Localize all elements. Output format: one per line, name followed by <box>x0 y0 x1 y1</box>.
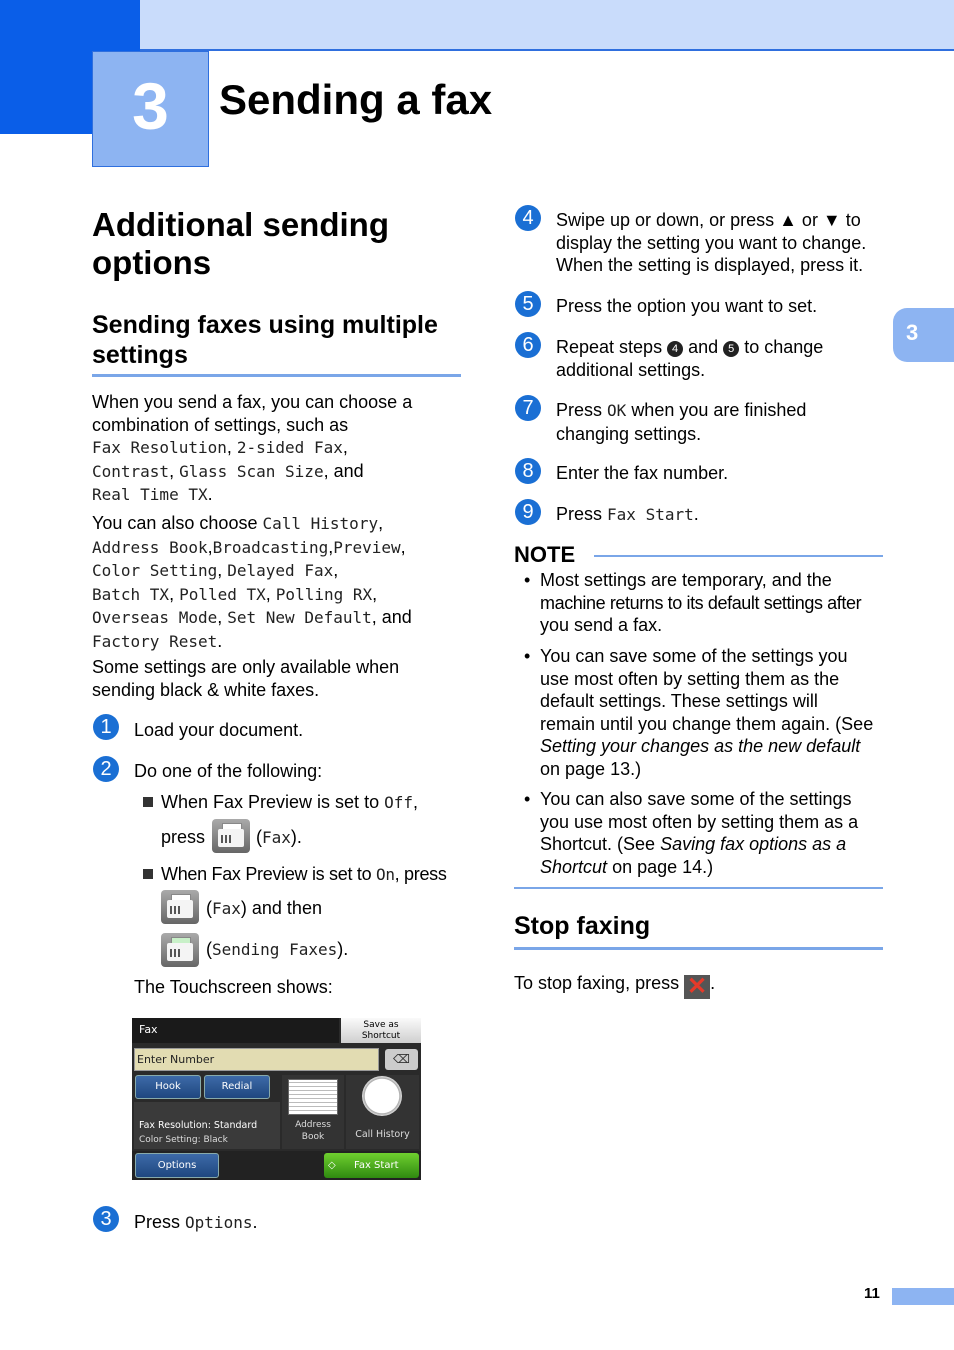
ts-save-shortcut-button[interactable]: Save as Shortcut <box>341 1018 421 1043</box>
touchscreen-image <box>132 1018 421 1180</box>
step-4-text: Swipe up or down, or press ▲ or ▼ to display the setting you want to change. When the setting is displayed, press it. <box>556 210 867 275</box>
stop-faxing-heading: Stop faxing <box>514 912 651 940</box>
sub-option-off-press: press <box>161 827 206 847</box>
fax-label-2: (Fax) and then <box>206 898 322 918</box>
touchscreen-caption: The Touchscreen shows: <box>134 977 333 997</box>
options-paragraph: You can also choose Call History, Address Book,Broadcasting,Preview, Color Setting, Delayed Fax, Batch TX, Polled TX, Polling RX, Overseas Mode, Set New Default, and Factory Reset. <box>92 513 412 651</box>
step-8-number: 8 <box>515 458 541 484</box>
sending-faxes-label: (Sending Faxes). <box>206 939 349 959</box>
note-title-rule <box>594 555 883 557</box>
note-item-2: • You can save some of the settings you use most often by setting them as the default settings. These settings will remain until you change them again. (See Setting your changes as the new default on page 13.) <box>524 646 874 779</box>
bullet-square-icon <box>143 869 153 879</box>
note-title: NOTE <box>514 542 576 567</box>
step-6-text: Repeat steps 4 and 5 to change additional settings. <box>556 337 824 380</box>
step-9-text: Press Fax Start. <box>556 504 699 524</box>
stop-x-icon[interactable]: ✕ <box>684 975 710 999</box>
fax-button-icon[interactable] <box>212 819 250 853</box>
note-bottom-rule <box>514 887 883 889</box>
ts-info-line1: Fax Resolution: Standard <box>139 1120 258 1131</box>
ts-call-history-label: Call History <box>355 1129 410 1140</box>
footer-band <box>892 1288 954 1305</box>
ts-call-history-button[interactable] <box>346 1075 419 1149</box>
chapter-number: 3 <box>132 69 169 143</box>
sending-faxes-icon[interactable] <box>161 933 199 967</box>
stop-faxing-text: To stop faxing, press ✕ . <box>514 973 716 1000</box>
step-7-text: Press OK when you are finished changing settings. <box>556 400 807 444</box>
step-8-text: Enter the fax number. <box>556 463 729 483</box>
step-5-text: Press the option you want to set. <box>556 296 818 316</box>
sub-option-on: When Fax Preview is set to On, press <box>143 863 447 887</box>
section-heading: Additional sending options <box>92 206 389 281</box>
ts-options-button[interactable]: Options <box>135 1153 219 1178</box>
bullet-square-icon <box>143 797 153 807</box>
ts-fax-start-button[interactable]: ◇ Fax Start <box>324 1153 419 1178</box>
step-1-text: Load your document. <box>134 720 304 740</box>
chapter-title: Sending a fax <box>219 76 493 123</box>
ts-address-book-button[interactable]: Address Book <box>282 1075 344 1149</box>
ts-title-bar <box>132 1018 339 1043</box>
step-2-text: Do one of the following: <box>134 761 323 781</box>
side-tab-number: 3 <box>906 320 919 345</box>
ts-hook-button[interactable]: Hook <box>135 1075 201 1099</box>
step-4-number: 4 <box>515 205 541 231</box>
ts-title: Fax <box>139 1023 158 1036</box>
address-book-icon <box>288 1079 338 1115</box>
ts-enter-number-text: Enter Number <box>137 1053 215 1066</box>
ts-redial-button[interactable]: Redial <box>204 1075 270 1099</box>
fax-start-icon: ◇ <box>328 1160 336 1171</box>
ts-backspace-button[interactable]: ⌫ <box>385 1049 418 1070</box>
subsection-rule <box>92 374 461 377</box>
intro-paragraph: When you send a fax, you can choose a combination of settings, such as Fax Resolution, 2-sided Fax, Contrast, Glass Scan Size, and Real Time TX. <box>92 392 413 504</box>
sub-option-off: When Fax Preview is set to Off, <box>143 791 418 815</box>
step-3-text: Press Options. <box>134 1212 258 1232</box>
stop-faxing-rule <box>514 947 883 950</box>
header-band-light <box>140 0 954 51</box>
ts-info-line2: Color Setting: Black <box>139 1135 228 1145</box>
fax-label-1: (Fax). <box>256 827 302 847</box>
fax-button-icon[interactable] <box>161 890 199 924</box>
subsection-heading: Sending faxes using multiple settings <box>92 311 438 369</box>
note-item-3: • You can also save some of the settings you use most often by setting them as a Shortcut. (See Saving fax options as a Shortcut on page 14.) <box>524 789 859 877</box>
clock-icon <box>362 1076 402 1116</box>
step-6-number: 6 <box>515 332 541 358</box>
step-3-number: 3 <box>93 1206 119 1232</box>
side-tab <box>893 308 954 362</box>
step-5-number: 5 <box>515 291 541 317</box>
step-7-number: 7 <box>515 395 541 421</box>
note-item-1: • Most settings are temporary, and the machine returns to its default settings after you send a fax. <box>524 570 862 635</box>
step-2-number: 2 <box>93 756 119 782</box>
page-number: 11 <box>864 1285 880 1302</box>
step-1-number: 1 <box>93 714 119 740</box>
bw-paragraph: Some settings are only available when sending black & white faxes. <box>92 657 400 700</box>
step-9-number: 9 <box>515 499 541 525</box>
